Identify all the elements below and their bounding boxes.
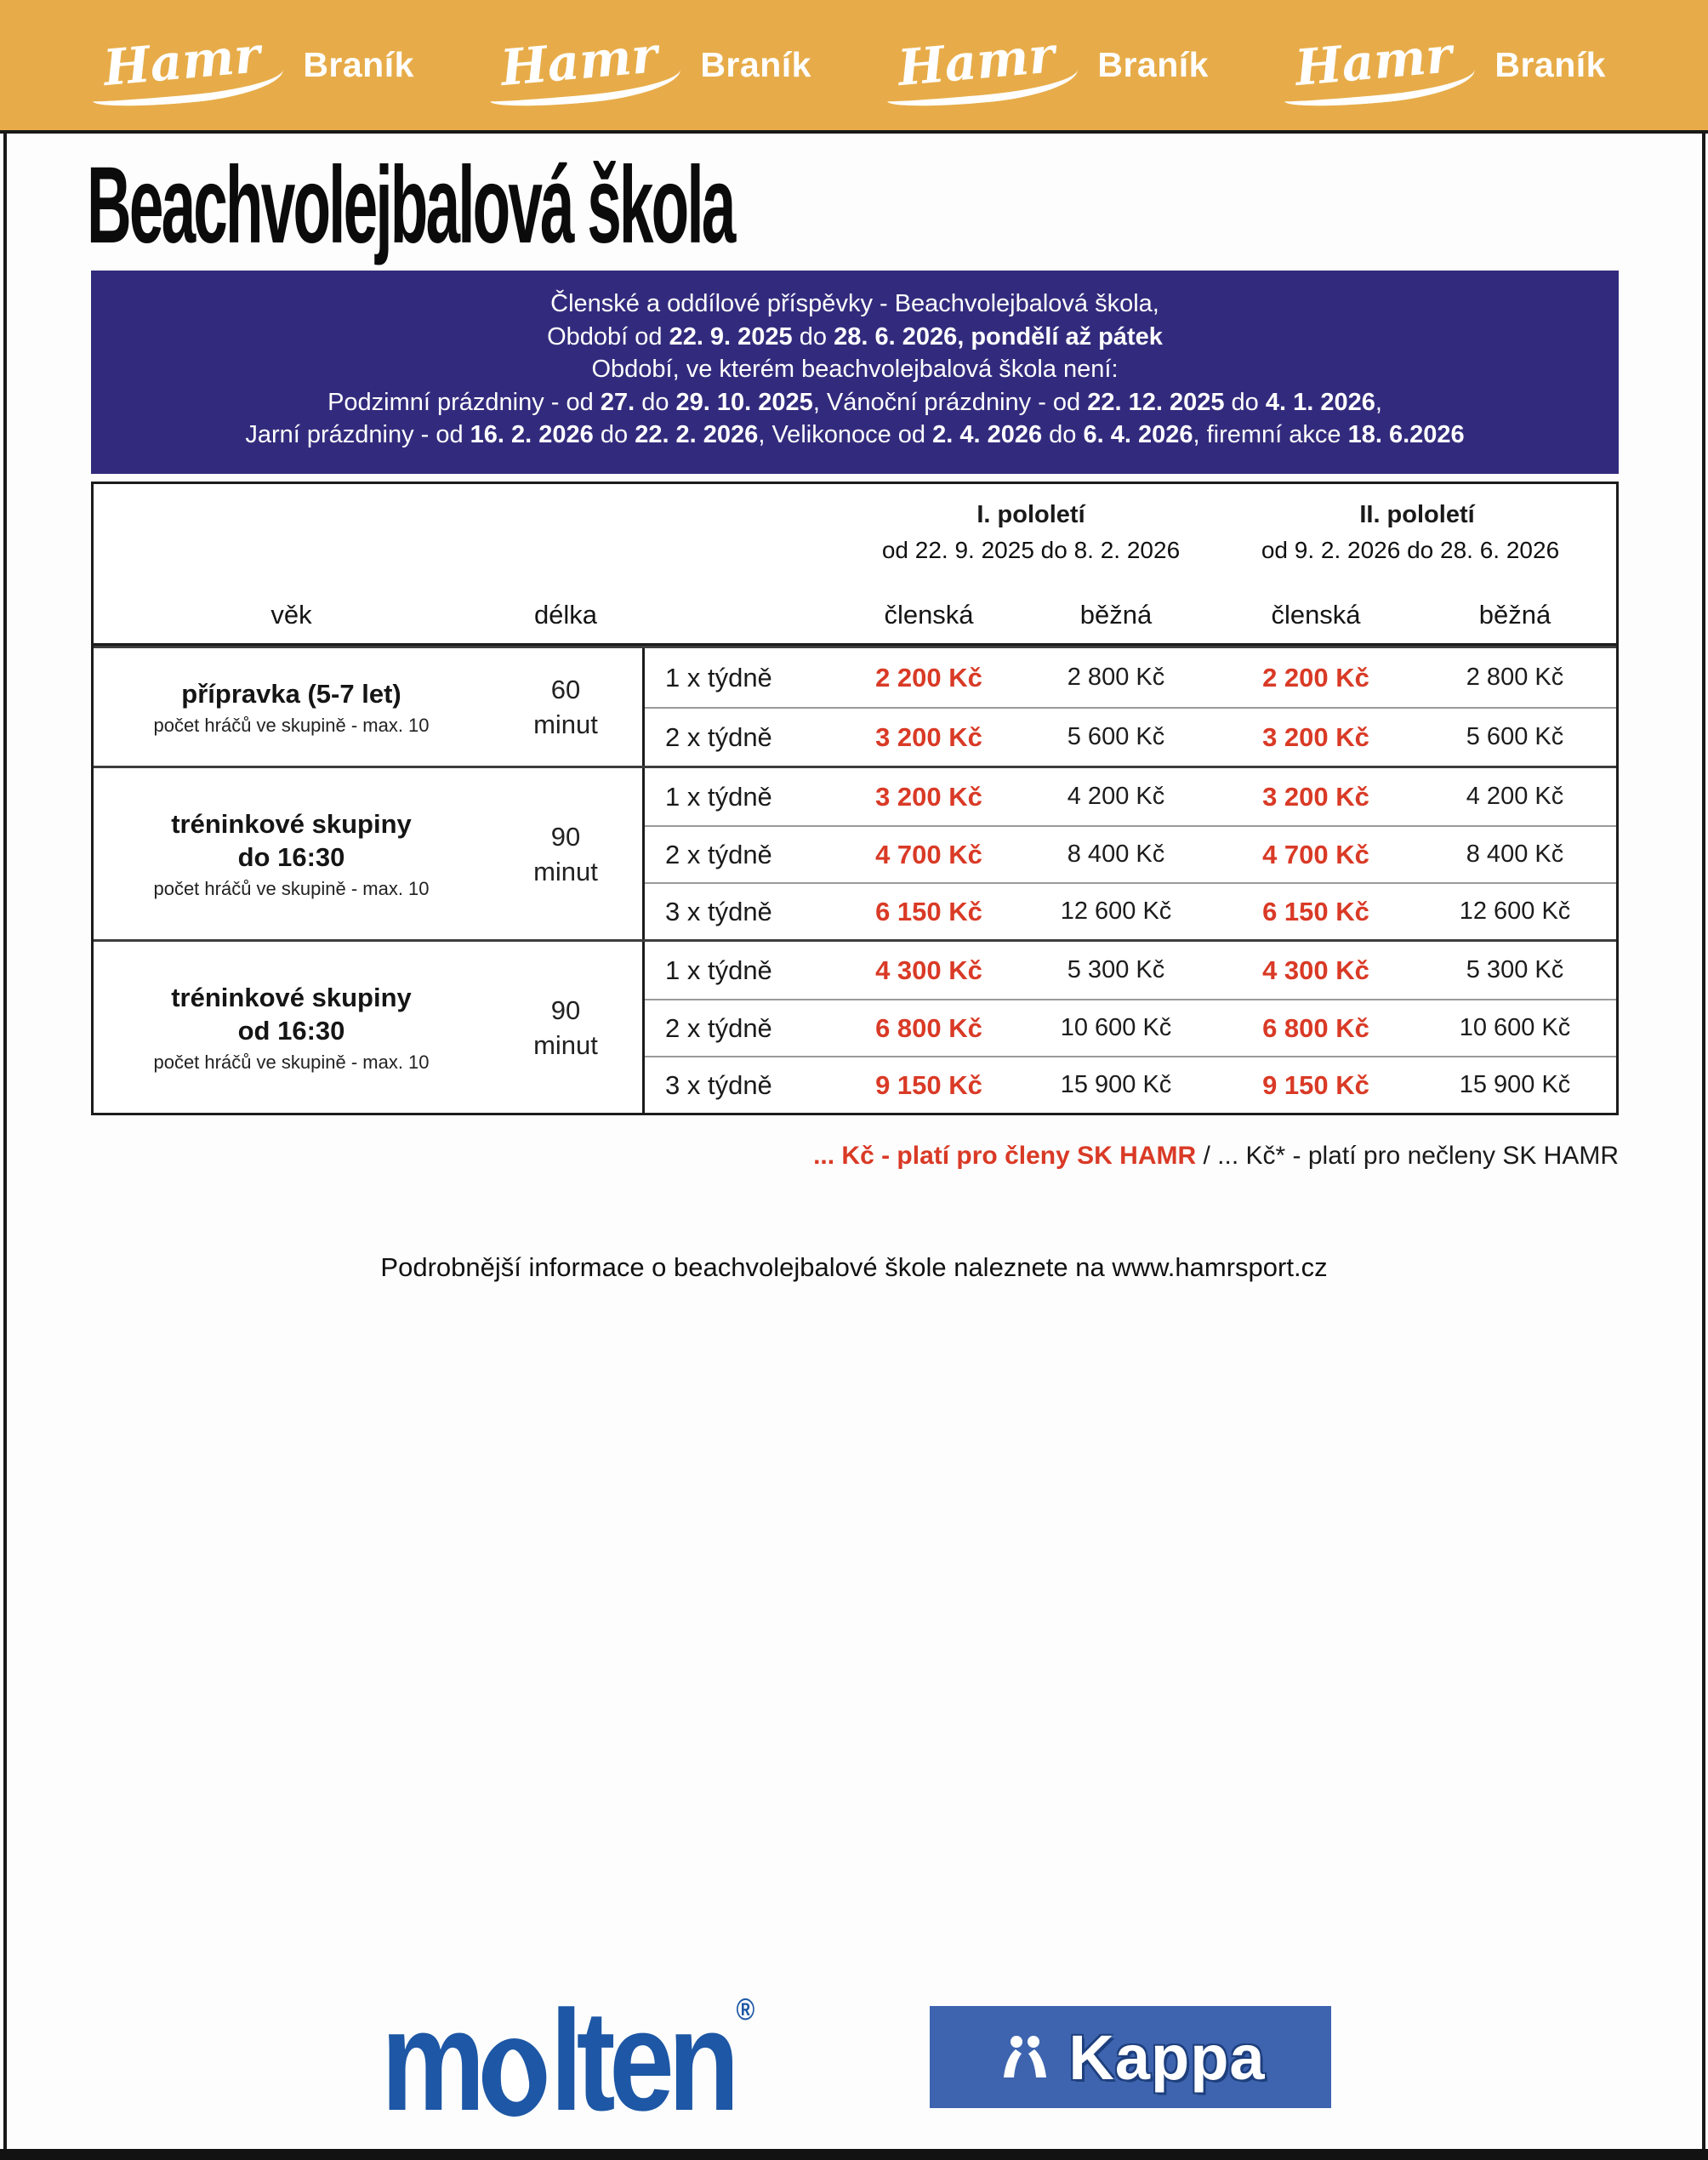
semester1-header: I. pololetí: [976, 501, 1085, 528]
group-name-cell: [94, 648, 489, 766]
price-s2-member: 2 200 Kč: [1262, 662, 1369, 692]
price-s2-member: 3 200 Kč: [1262, 721, 1369, 752]
table-row: [645, 768, 1616, 825]
group-length-cell: [489, 648, 642, 766]
price-s1-member: 3 200 Kč: [875, 781, 982, 812]
column-header-member-2: členská: [1271, 600, 1361, 630]
price-s2-regular: 2 800 Kč: [1466, 664, 1564, 691]
registered-trademark-icon: ®: [736, 1992, 755, 2026]
hamr-branik-logo: [1293, 25, 1606, 97]
group-price-rows: [642, 768, 1616, 939]
table-row: [645, 648, 1616, 707]
notice-line: Členské a oddílové příspěvky - Beachvolejbalová škola,: [550, 290, 1159, 317]
legend-regular-part: ... Kč* - platí pro nečleny SK HAMR: [1217, 1142, 1619, 1170]
price-legend: [813, 1142, 1619, 1171]
column-header-member-1: členská: [884, 600, 974, 630]
price-s2-member: 6 150 Kč: [1262, 896, 1369, 926]
branik-label: Braník: [1097, 45, 1209, 84]
hamr-script-logo: Hamr: [100, 29, 268, 101]
group-price-rows: [642, 648, 1616, 766]
molten-letters-lten: lten: [549, 1980, 734, 2140]
price-s2-regular: 12 600 Kč: [1459, 898, 1571, 925]
price-s2-regular: 15 900 Kč: [1459, 1071, 1571, 1098]
frequency-label: 1 x týdně: [665, 662, 772, 692]
hamr-script-logo: Hamr: [1291, 29, 1460, 101]
group-price-rows: [642, 942, 1616, 1113]
price-s2-regular: 4 200 Kč: [1466, 783, 1564, 810]
table-row: [645, 1056, 1616, 1113]
hamr-script-logo: Hamr: [894, 29, 1062, 101]
length-value: 90: [550, 995, 581, 1025]
branik-label: Braník: [303, 45, 414, 84]
table-row: [645, 999, 1616, 1056]
price-s2-member: 4 300 Kč: [1262, 955, 1369, 985]
price-s1-regular: 8 400 Kč: [1067, 841, 1165, 868]
frequency-label: 1 x týdně: [665, 955, 772, 985]
price-s1-regular: 12 600 Kč: [1060, 898, 1172, 925]
page-frame-right: [1702, 130, 1705, 2160]
notice-box: [91, 271, 1619, 474]
price-s1-member: 6 150 Kč: [875, 896, 982, 926]
table-row: [645, 707, 1616, 766]
price-s1-regular: 2 800 Kč: [1067, 664, 1165, 691]
price-s2-regular: 5 600 Kč: [1466, 723, 1564, 750]
price-s1-member: 9 150 Kč: [875, 1069, 982, 1100]
frequency-label: 2 x týdně: [665, 1012, 772, 1043]
kappa-wordmark: Kappa: [1068, 2021, 1266, 2093]
group-length-cell: [489, 942, 642, 1113]
page-frame-left: [3, 130, 7, 2160]
price-s2-member: 3 200 Kč: [1262, 781, 1369, 812]
price-s1-regular: 4 200 Kč: [1067, 783, 1165, 810]
price-s2-member: 4 700 Kč: [1262, 839, 1369, 869]
table-row: [645, 882, 1616, 939]
group-name-line2: do 16:30: [237, 842, 345, 872]
group-left-cell: [94, 648, 642, 766]
group-name-cell: [94, 768, 489, 939]
length-value: 90: [550, 821, 581, 852]
column-header-regular-2: běžná: [1478, 600, 1551, 630]
hamr-branik-logo: [100, 25, 414, 97]
notice-line: Podzimní prázdniny - od 27. do 29. 10. 2025, Vánoční prázdniny - od 22. 12. 2025 do 4. 1. 2026,: [327, 388, 1382, 416]
notice-line: Jarní prázdniny - od 16. 2. 2026 do 22. 2. 2026, Velikonoce od 2. 4. 2026 do 6. 4. 2026, firemní akce 18. 6.2026: [245, 421, 1465, 448]
table-row-group-pripravka: [94, 646, 1616, 766]
kappa-omini-icon: [995, 2035, 1055, 2079]
table-row-group-od-1630: [94, 939, 1616, 1113]
hamr-script-logo: Hamr: [497, 29, 665, 101]
price-s1-regular: 5 300 Kč: [1067, 956, 1165, 983]
legend-member-part: ... Kč - platí pro členy SK HAMR: [813, 1142, 1197, 1170]
price-s1-member: 4 300 Kč: [875, 955, 982, 985]
group-length-cell: [489, 768, 642, 939]
semester1-dates: od 22. 9. 2025 do 8. 2. 2026: [881, 537, 1181, 563]
frequency-label: 3 x týdně: [665, 896, 772, 926]
length-unit: minut: [533, 710, 598, 739]
info-line: Podrobnější informace o beachvolejbalové škole naleznete na www.hamrsport.cz: [380, 1252, 1328, 1282]
group-name-line2: od 16:30: [237, 1016, 345, 1046]
column-header-regular-1: běžná: [1079, 600, 1153, 630]
pricing-table: [91, 482, 1619, 1115]
molten-o-flame-icon: [482, 2038, 546, 2117]
group-name-cell: [94, 942, 489, 1113]
group-note: počet hráčů ve skupině - max. 10: [153, 715, 430, 736]
price-s2-member: 6 800 Kč: [1262, 1012, 1369, 1043]
molten-wordmark: [381, 1980, 733, 2140]
price-s2-member: 9 150 Kč: [1262, 1069, 1369, 1100]
group-name: přípravka (5-7 let): [181, 679, 401, 709]
price-s1-regular: 10 600 Kč: [1060, 1014, 1172, 1041]
frequency-label: 2 x týdně: [665, 721, 772, 752]
price-s1-member: 4 700 Kč: [875, 839, 982, 869]
page-bottom-bar: [0, 2149, 1708, 2160]
price-s2-regular: 5 300 Kč: [1466, 956, 1564, 983]
table-header: [94, 484, 1616, 646]
group-left-cell: [94, 942, 642, 1113]
group-note: počet hráčů ve skupině - max. 10: [153, 1052, 430, 1073]
semester2-header: II. pololetí: [1359, 501, 1475, 528]
column-header-age: věk: [270, 600, 312, 630]
banner-divider: [0, 130, 1708, 134]
group-left-cell: [94, 768, 642, 939]
length-value: 60: [550, 675, 581, 704]
price-s1-regular: 15 900 Kč: [1060, 1071, 1172, 1098]
table-row: [645, 825, 1616, 882]
column-header-length: délka: [533, 600, 598, 630]
frequency-label: 2 x týdně: [665, 839, 772, 869]
semester2-dates: od 9. 2. 2026 do 28. 6. 2026: [1261, 537, 1560, 563]
notice-line: Období od 22. 9. 2025 do 28. 6. 2026, pondělí až pátek: [547, 322, 1163, 351]
legend-separator: /: [1196, 1142, 1218, 1170]
frequency-label: 1 x týdně: [665, 781, 772, 812]
length-unit: minut: [533, 1029, 598, 1060]
molten-letter-m: m: [381, 1980, 480, 2140]
price-s2-regular: 8 400 Kč: [1466, 841, 1564, 868]
frequency-label: 3 x týdně: [665, 1069, 772, 1100]
branik-label: Braník: [700, 45, 811, 84]
table-row-group-do-1630: [94, 766, 1616, 939]
price-s1-member: 3 200 Kč: [875, 721, 982, 752]
price-s1-member: 6 800 Kč: [875, 1012, 982, 1043]
page-title: Beachvolejbalová škola: [87, 145, 734, 266]
group-name: tréninkové skupiny: [171, 983, 412, 1012]
top-banner: [0, 0, 1708, 130]
notice-line: Období, ve kterém beachvolejbalová škola není:: [591, 356, 1119, 383]
group-name: tréninkové skupiny: [171, 809, 412, 839]
hamr-branik-logo: [498, 25, 811, 97]
molten-logo: [381, 1980, 755, 2140]
table-row: [645, 942, 1616, 999]
length-unit: minut: [533, 856, 598, 886]
hamr-branik-logo: [895, 25, 1209, 97]
price-s2-regular: 10 600 Kč: [1459, 1014, 1571, 1041]
branik-label: Braník: [1494, 45, 1606, 84]
kappa-logo: [930, 2006, 1331, 2108]
price-s1-member: 2 200 Kč: [875, 662, 982, 692]
price-s1-regular: 5 600 Kč: [1067, 723, 1165, 750]
group-note: počet hráčů ve skupině - max. 10: [153, 878, 430, 899]
